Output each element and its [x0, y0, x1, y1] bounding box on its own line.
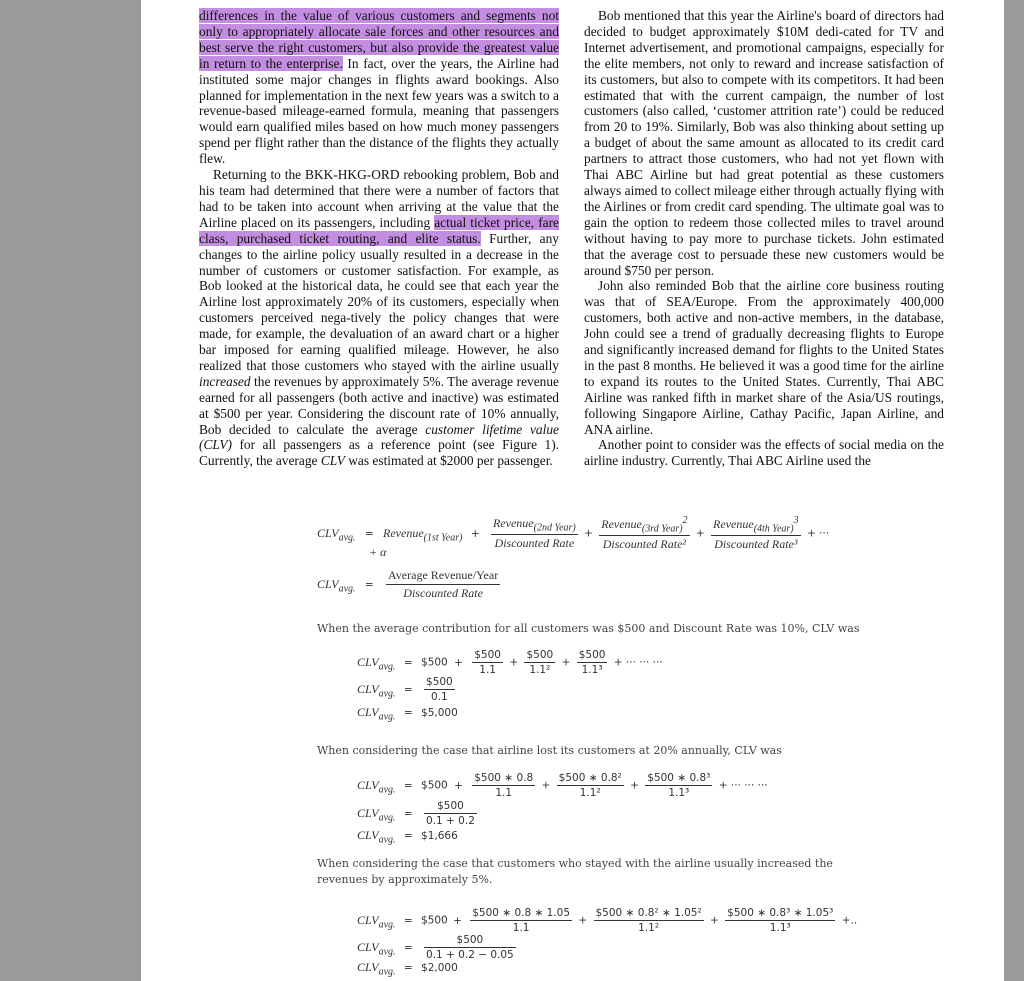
right-column [584, 8, 944, 469]
block2-line2: $CLV_{avg.}$ = $\frac{\$500}{0.1 + 0.2}$ [357, 800, 475, 827]
right-paragraph-2: John also reminded Bob that the airline core business routing was that of SEA/Europe. From the approximately 400,000 customers, both active and non-active members, in the database, John could see a trend of gradually decreasing flights to Europe and significantly increased demand for flights to the United States in the past 8 months. He believed it was a good time for the airline to expand its routes to the United States. Currently, Thai ABC Airline was ranked fifth in market share of the Asia/US routings, following Singapore Airline, Cathay Pacific, Japan Airline, and ANA airline. [584, 278, 944, 437]
block1-line1: $CLV_{avg.}$ = $500 + $\frac{\$500}{1.1}$ + $\frac{\$500}{\text{1.1²}}$ + $\frac{\$500}{\text{1.1³}}$ + ··· ··· ··· [357, 649, 663, 676]
right-paragraph-1: Bob mentioned that this year the Airline's board of directors had decided to budget approximately $10M dedi-cated for TV and Internet advertisement, and promotional campaigns, especially for the elite members, not only to reward and increase satisfaction of its customers, but also to compete with its competitors. It had been estimated that with the current campaign, the number of lost customers (also called, ‘customer attrition rate’) could be reduced from 20 to 19%. Similarly, Bob was also thinking about setting up a budget of about the same amount as allocated to its credit card partners to attract those customers, who had not yet flown with Thai ABC Airline but had great potential as these customers always aimed to collect mileage either through actually flying with the Airlines or from credit card spending. The ultimate goal was to gain the option to redeem those collected miles to travel around without having to pay more to purchase tickets. John estimated that the average cost to persuade these new customers would be around $750 per person. [584, 8, 944, 278]
clv-average-formula: $CLV_{avg.}$ = $\frac{\text{Average Revenue/Year}}{\text{Discounted Rate}}$ [317, 568, 499, 600]
block3-line1: $CLV_{avg.}$ = $500 + $\frac{\$500 ∗ 0.8 ∗ 1.05}{1.1}$ + $\frac{\text{\$500 ∗ 0.8² ∗ 1.05²}}{\text{1.1²}}$ + $\frac{\text{\$500 ∗ 0.8³ ∗ 1.05³}}{\text{1.1³}}$ +.. [357, 907, 858, 934]
block2-line3: $CLV_{avg.}$ = $1,666 [357, 828, 458, 846]
block3-line3: $CLV_{avg.}$ = $2,000 [357, 960, 458, 978]
figure-text-3b: revenues by approximately 5%. [317, 873, 493, 886]
block2-line1: $CLV_{avg.}$ = $500 + $\frac{\$500 ∗ 0.8}{1.1}$ + $\frac{\text{\$500 ∗ 0.8²}}{\text{1.1²}}$ + $\frac{\text{\$500 ∗ 0.8³}}{\text{1.1³}}$ + ··· ··· ··· [357, 772, 768, 799]
left-paragraph-2: Returning to the BKK-HKG-ORD rebooking problem, Bob and his team had determined that there were a number of factors that had to be taken into account when arriving at the value that the Airline placed on its passengers, including actual ticket price, fare class, purchased ticket routing, and elite status. Further, any changes to the airline policy usually resulted in a decrease in the number of customers or customer satisfaction. For example, as Bob looked at the historical data, he could see that each year the Airline lost approximately 20% of its customers, especially when customers perceived nega-tively the policy changes that were made, for example, the devaluation of an award chart or a higher bar imposed for earning qualified mileage. However, he also realized that those customers who stayed with the airline usually increased the revenues by approximately 5%. The average revenue earned for all passengers (both active and inactive) was estimated at $500 per year. Considering the discount rate of 10% annually, Bob decided to calculate the average customer lifetime value (CLV) for all passengers as a reference point (see Figure 1). Currently, the average CLV was estimated at $2000 per passenger. [199, 167, 560, 469]
block1-line3: $CLV_{avg.}$ = $5,000 [357, 705, 458, 723]
document-page [141, 0, 1004, 981]
highlight[interactable]: differences in the value of various customers and segments not only to appropriately allocate sale forces and other resources and best serve the right customers, but also provide the greatest value in return to the enterprise. [199, 8, 559, 71]
right-paragraph-3: Another point to consider was the effects of social media on the airline industry. Currently, Thai ABC Airline used the [584, 437, 944, 469]
block1-line2: $CLV_{avg.}$ = $\frac{\$500}{0.1}$ [357, 676, 453, 703]
left-paragraph-1: differences in the value of various customers and segments not only to appropriately allocate sale forces and other resources and best serve the right customers, but also provide the greatest value in return to the enterprise. In fact, over the years, the Airline had instituted some major changes in flights award bookings. Also planned for implementation in the next few years was a switch to a revenue-based mileage-earned formula, meaning that passengers would earn qualified miles based on how much money passengers spend per flight rather than the distance of the flights they actually flew. [199, 8, 559, 167]
figure-text-1: When the average contribution for all customers was $500 and Discount Rate was 10%, CLV was [317, 622, 860, 635]
clv-general-formula: $CLV_{avg.}$ = Revenue$_{(1st Year)}$ + $\frac{Revenue_{(2nd Year)}}{\text{Discounted Rate}}$ + $\frac{Revenue_{(3rd Year)}^2}{\text{Discounted Rate²}}$ + $\frac{Revenue_{(4th Year)}^3}{\text{Discounted Rate³}}$ + ··· [317, 515, 830, 552]
left-column [199, 8, 559, 469]
figure-text-3a: When considering the case that customers who stayed with the airline usually increased the [317, 857, 833, 870]
alpha-term: + α [369, 545, 387, 559]
figure-text-2: When considering the case that airline lost its customers at 20% annually, CLV was [317, 744, 782, 757]
highlight[interactable]: actual ticket price, fare class, purchased ticket routing, and elite status. [199, 214, 560, 246]
block3-line2: $CLV_{avg.}$ = $\frac{\$500}{0.1 + 0.2 - 0.05}$ [357, 934, 514, 961]
